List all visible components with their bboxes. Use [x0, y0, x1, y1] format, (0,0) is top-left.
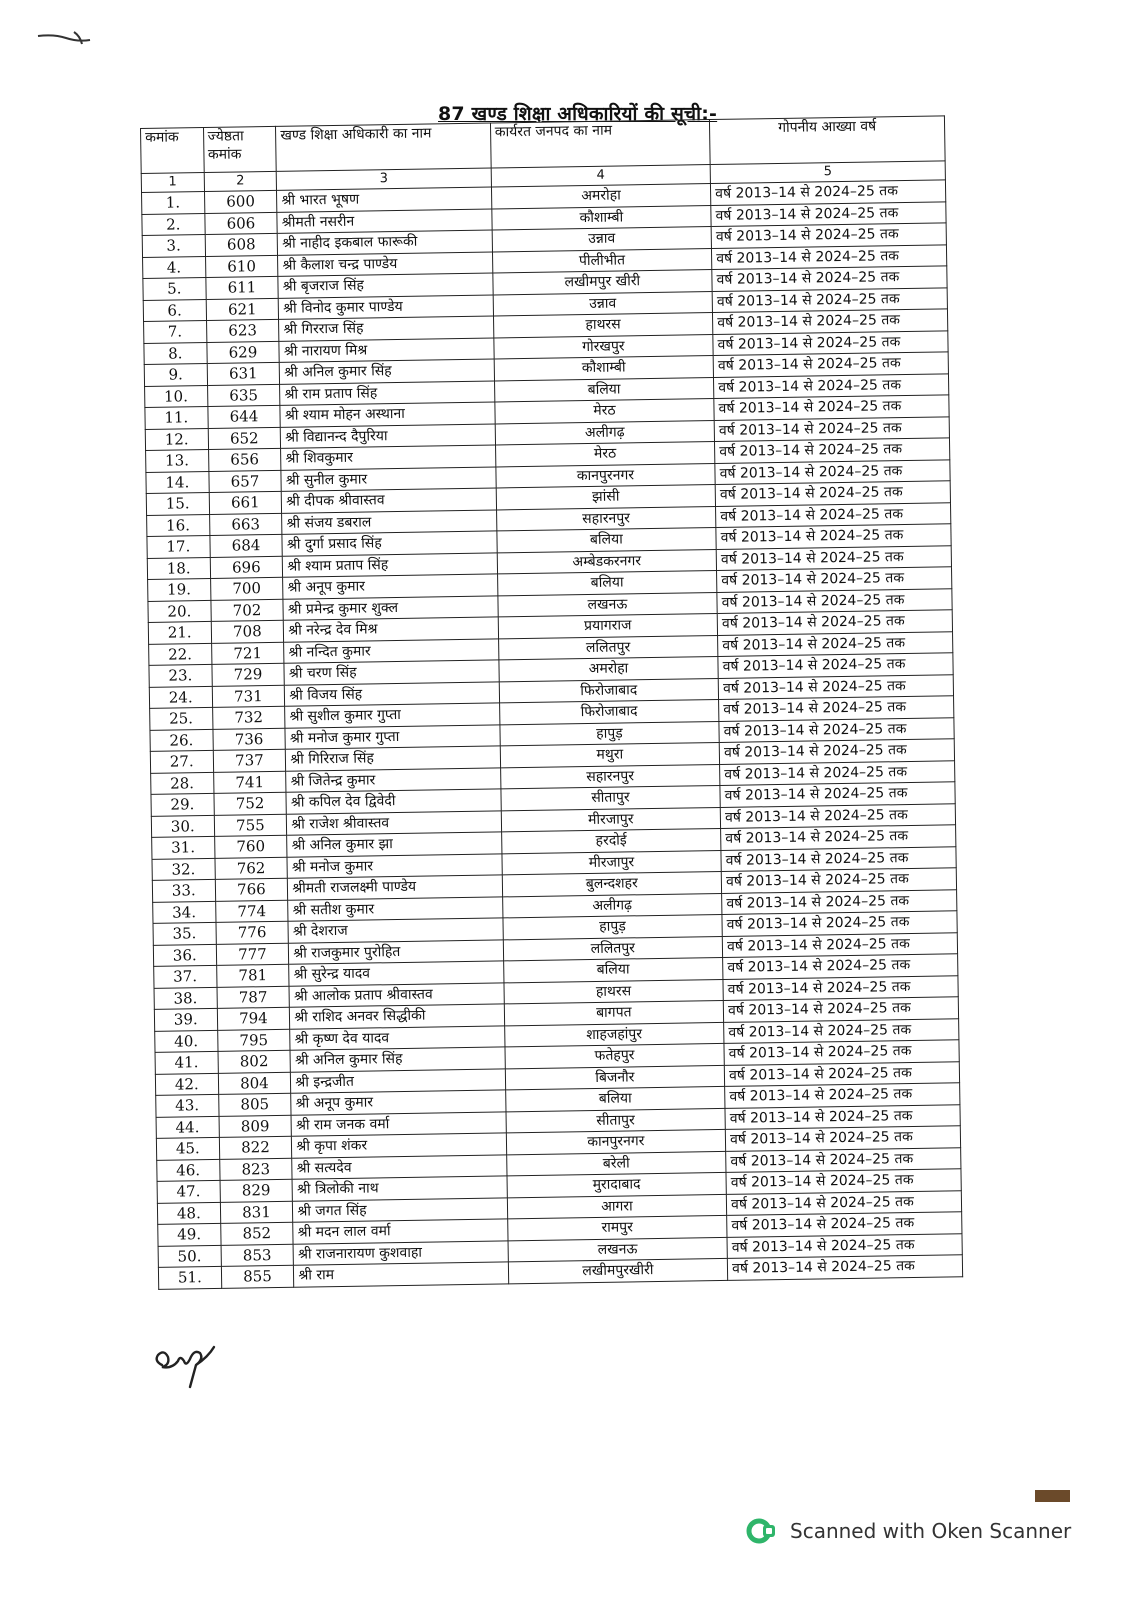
- scanner-watermark-text: Scanned with Oken Scanner: [790, 1519, 1072, 1543]
- district-cell: हाथरस: [504, 979, 724, 1004]
- seniority-cell: 708: [211, 620, 284, 643]
- serial-cell: 46.: [157, 1159, 220, 1181]
- seniority-cell: 652: [208, 427, 281, 450]
- officer-name-cell: श्री त्रिलोकी नाथ: [292, 1176, 507, 1201]
- serial-cell: 34.: [153, 901, 216, 923]
- serial-cell: 5.: [143, 277, 206, 299]
- officer-name-cell: श्री दीपक श्रीवास्तव: [282, 488, 497, 513]
- district-cell: सहारनपुर: [496, 506, 716, 531]
- column-number: 2: [204, 171, 277, 191]
- years-cell: वर्ष 2013–14 से 2024–25 तक: [719, 696, 954, 721]
- seniority-cell: 805: [218, 1093, 291, 1116]
- serial-cell: 47.: [157, 1180, 220, 1202]
- seniority-cell: 611: [205, 276, 278, 299]
- officer-name-cell: श्रीमती नसरीन: [277, 208, 492, 233]
- officer-name-cell: श्री अनिल कुमार सिंह: [280, 359, 495, 384]
- seniority-cell: 781: [216, 964, 289, 987]
- district-cell: रामपुर: [507, 1215, 727, 1240]
- district-cell: कौशाम्बी: [491, 205, 711, 230]
- district-cell: लखनऊ: [508, 1237, 728, 1262]
- seniority-cell: 795: [217, 1029, 290, 1052]
- officer-name-cell: श्री सुरेन्द्र यादव: [289, 961, 504, 986]
- years-cell: वर्ष 2013–14 से 2024–25 तक: [727, 1255, 962, 1280]
- years-cell: वर्ष 2013–14 से 2024–25 तक: [717, 588, 952, 613]
- years-cell: वर्ष 2013–14 से 2024–25 तक: [714, 416, 949, 441]
- serial-cell: 19.: [148, 578, 211, 600]
- serial-cell: 25.: [150, 707, 213, 729]
- seniority-cell: 729: [211, 663, 284, 686]
- district-cell: अम्बेडकरनगर: [497, 549, 717, 574]
- seniority-cell: 823: [219, 1158, 292, 1181]
- district-cell: बुलन्दशहर: [502, 871, 722, 896]
- officer-name-cell: श्री जितेन्द्र कुमार: [286, 767, 501, 792]
- district-cell: हाथरस: [493, 313, 713, 338]
- district-cell: फतेहपुर: [505, 1043, 725, 1068]
- officer-name-cell: श्री नन्दित कुमार: [284, 638, 499, 663]
- district-cell: लखीमपुर खीरी: [492, 270, 712, 295]
- years-cell: वर्ष 2013–14 से 2024–25 तक: [722, 932, 957, 957]
- serial-cell: 27.: [150, 750, 213, 772]
- district-cell: अमरोहा: [491, 184, 711, 209]
- seniority-cell: 635: [207, 384, 280, 407]
- serial-cell: 36.: [153, 944, 216, 966]
- serial-cell: 8.: [144, 342, 207, 364]
- serial-cell: 11.: [145, 406, 208, 428]
- seniority-cell: 606: [204, 212, 277, 235]
- officer-name-cell: श्री शिवकुमार: [281, 445, 496, 470]
- column-number: 5: [710, 161, 945, 184]
- district-cell: गोरखपुर: [494, 334, 714, 359]
- seniority-cell: 755: [214, 814, 287, 837]
- serial-cell: 40.: [155, 1030, 218, 1052]
- years-cell: वर्ष 2013–14 से 2024–25 तक: [716, 524, 951, 549]
- seniority-cell: 721: [211, 642, 284, 665]
- district-cell: मथुरा: [500, 742, 720, 767]
- seniority-cell: 829: [220, 1179, 293, 1202]
- officer-name-cell: श्री नरेन्द्र देव मिश्र: [284, 617, 499, 642]
- serial-cell: 6.: [143, 299, 206, 321]
- officer-name-cell: श्री जगत सिंह: [293, 1197, 508, 1222]
- serial-cell: 10.: [145, 385, 208, 407]
- seniority-cell: 774: [215, 900, 288, 923]
- serial-cell: 44.: [156, 1116, 219, 1138]
- header-seniority: [203, 126, 276, 172]
- serial-cell: 30.: [151, 815, 214, 837]
- years-cell: वर्ष 2013–14 से 2024–25 तक: [712, 287, 947, 312]
- handwritten-signature-icon: [150, 1335, 225, 1390]
- seniority-cell: 853: [221, 1244, 294, 1267]
- years-cell: वर्ष 2013–14 से 2024–25 तक: [726, 1190, 961, 1215]
- header-name: खण्ड शिक्षा अधिकारी का नाम: [276, 123, 491, 171]
- officer-name-cell: श्री राजेश श्रीवास्तव: [287, 810, 502, 835]
- district-cell: कानपुरनगर: [496, 463, 716, 488]
- years-cell: वर्ष 2013–14 से 2024–25 तक: [727, 1212, 962, 1237]
- serial-cell: 20.: [148, 600, 211, 622]
- officer-name-cell: श्री राम जनक वर्मा: [291, 1111, 506, 1136]
- seniority-cell: 661: [209, 491, 282, 514]
- officer-name-cell: श्री कपिल देव द्विवेदी: [286, 789, 501, 814]
- district-cell: प्रयागराज: [498, 613, 718, 638]
- officer-name-cell: श्रीमती राजलक्ष्मी पाण्डेय: [288, 875, 503, 900]
- officer-name-cell: श्री देशराज: [288, 918, 503, 943]
- serial-cell: 35.: [153, 922, 216, 944]
- years-cell: वर्ष 2013–14 से 2024–25 तक: [715, 459, 950, 484]
- years-cell: वर्ष 2013–14 से 2024–25 तक: [714, 395, 949, 420]
- district-cell: हापुड़: [500, 721, 720, 746]
- seniority-cell: 752: [214, 792, 287, 815]
- scan-artifact: [1035, 1490, 1070, 1502]
- years-cell: वर्ष 2013–14 से 2024–25 तक: [723, 997, 958, 1022]
- years-cell: वर्ष 2013–14 से 2024–25 तक: [721, 868, 956, 893]
- years-cell: वर्ष 2013–14 से 2024–25 तक: [724, 1061, 959, 1086]
- officer-name-cell: श्री श्याम मोहन अस्थाना: [280, 402, 495, 427]
- officer-name-cell: श्री नाहीद इकबाल फारूकी: [278, 230, 493, 255]
- district-cell: उन्नाव: [492, 227, 712, 252]
- district-cell: कौशाम्बी: [494, 356, 714, 381]
- years-cell: वर्ष 2013–14 से 2024–25 तक: [718, 653, 953, 678]
- district-cell: हरदोई: [501, 828, 721, 853]
- years-cell: वर्ष 2013–14 से 2024–25 तक: [715, 438, 950, 463]
- officer-name-cell: श्री दुर्गा प्रसाद सिंह: [282, 531, 497, 556]
- district-cell: अमरोहा: [499, 656, 719, 681]
- serial-cell: 50.: [158, 1245, 221, 1267]
- serial-cell: 41.: [155, 1051, 218, 1073]
- years-cell: वर्ष 2013–14 से 2024–25 तक: [712, 266, 947, 291]
- years-cell: वर्ष 2013–14 से 2024–25 तक: [724, 1018, 959, 1043]
- years-cell: वर्ष 2013–14 से 2024–25 तक: [718, 631, 953, 656]
- district-cell: फिरोजाबाद: [499, 678, 719, 703]
- officer-name-cell: श्री श्याम प्रताप सिंह: [283, 552, 498, 577]
- pen-mark-icon: [34, 30, 94, 48]
- officer-name-cell: श्री अनिल कुमार सिंह: [290, 1047, 505, 1072]
- officer-name-cell: श्री राशिद अनवर सिद्धीकी: [290, 1004, 505, 1029]
- seniority-cell: 794: [217, 1007, 290, 1030]
- seniority-cell: 731: [212, 685, 285, 708]
- header-years: गोपनीय आख्या वर्ष: [710, 116, 946, 165]
- seniority-cell: 644: [207, 405, 280, 428]
- seniority-cell: 760: [214, 835, 287, 858]
- serial-cell: 42.: [155, 1073, 218, 1095]
- years-cell: वर्ष 2013–14 से 2024–25 तक: [711, 223, 946, 248]
- years-cell: वर्ष 2013–14 से 2024–25 तक: [719, 717, 954, 742]
- officers-table: [140, 115, 963, 1289]
- officer-name-cell: श्री इन्द्रजीत: [291, 1068, 506, 1093]
- serial-cell: 14.: [146, 471, 209, 493]
- officer-name-cell: श्री राम: [294, 1262, 509, 1287]
- years-cell: वर्ष 2013–14 से 2024–25 तक: [717, 610, 952, 635]
- district-cell: लखीमपुरखीरी: [508, 1258, 728, 1283]
- seniority-cell: 762: [215, 857, 288, 880]
- years-cell: वर्ष 2013–14 से 2024–25 तक: [713, 309, 948, 334]
- years-cell: वर्ष 2013–14 से 2024–25 तक: [712, 244, 947, 269]
- district-cell: सीतापुर: [501, 785, 721, 810]
- seniority-cell: 631: [207, 362, 280, 385]
- years-cell: वर्ष 2013–14 से 2024–25 तक: [718, 674, 953, 699]
- years-cell: वर्ष 2013–14 से 2024–25 तक: [714, 373, 949, 398]
- oken-scanner-logo-icon: [746, 1516, 780, 1546]
- officer-name-cell: श्री सत्यदेव: [292, 1154, 507, 1179]
- district-cell: सीतापुर: [506, 1108, 726, 1133]
- seniority-cell: 684: [209, 534, 282, 557]
- officer-name-cell: श्री सुनील कुमार: [281, 466, 496, 491]
- header-seniority-label: ज्येष्ठता कमांक: [207, 128, 244, 163]
- serial-cell: 17.: [147, 535, 210, 557]
- district-cell: ललितपुर: [498, 635, 718, 660]
- district-cell: अलीगढ़: [502, 893, 722, 918]
- years-cell: वर्ष 2013–14 से 2024–25 तक: [719, 739, 954, 764]
- serial-cell: 15.: [146, 492, 209, 514]
- seniority-cell: 732: [212, 706, 285, 729]
- serial-cell: 51.: [158, 1266, 221, 1288]
- serial-cell: 48.: [157, 1202, 220, 1224]
- serial-cell: 22.: [149, 643, 212, 665]
- officer-name-cell: श्री विद्यानन्द दैपुरिया: [281, 423, 496, 448]
- header-serial: कमांक: [141, 128, 204, 174]
- officer-name-cell: श्री गिरिराज सिंह: [286, 746, 501, 771]
- serial-cell: 2.: [142, 213, 205, 235]
- serial-cell: 26.: [150, 729, 213, 751]
- seniority-cell: 777: [216, 943, 289, 966]
- seniority-cell: 736: [212, 728, 285, 751]
- page-title: 87 खण्ड शिक्षा अधिकारियों की सूची:-: [438, 103, 718, 125]
- district-cell: बिजनौर: [505, 1065, 725, 1090]
- officer-name-cell: श्री कैलाश चन्द्र पाण्डेय: [278, 251, 493, 276]
- years-cell: वर्ष 2013–14 से 2024–25 तक: [722, 889, 957, 914]
- years-cell: वर्ष 2013–14 से 2024–25 तक: [721, 825, 956, 850]
- seniority-cell: 776: [216, 921, 289, 944]
- officer-name-cell: श्री संजय डबराल: [282, 509, 497, 534]
- serial-cell: 33.: [152, 879, 215, 901]
- district-cell: बलिया: [505, 1086, 725, 1111]
- serial-cell: 23.: [149, 664, 212, 686]
- seniority-cell: 657: [208, 470, 281, 493]
- serial-cell: 28.: [151, 772, 214, 794]
- district-cell: अलीगढ़: [495, 420, 715, 445]
- seniority-cell: 855: [221, 1265, 294, 1288]
- district-cell: मेरठ: [495, 399, 715, 424]
- seniority-cell: 610: [205, 255, 278, 278]
- seniority-cell: 809: [219, 1115, 292, 1138]
- seniority-cell: 663: [209, 513, 282, 536]
- seniority-cell: 600: [204, 190, 277, 213]
- serial-cell: 37.: [154, 965, 217, 987]
- years-cell: वर्ष 2013–14 से 2024–25 तक: [720, 760, 955, 785]
- years-cell: वर्ष 2013–14 से 2024–25 तक: [713, 352, 948, 377]
- officer-name-cell: श्री विनोद कुमार पाण्डेय: [279, 294, 494, 319]
- serial-cell: 49.: [158, 1223, 221, 1245]
- officer-name-cell: श्री कृपा शंकर: [292, 1133, 507, 1158]
- officer-name-cell: श्री बृजराज सिंह: [278, 273, 493, 298]
- years-cell: वर्ष 2013–14 से 2024–25 तक: [723, 975, 958, 1000]
- seniority-cell: 737: [213, 749, 286, 772]
- district-cell: मीरजापुर: [501, 807, 721, 832]
- seniority-cell: 804: [218, 1072, 291, 1095]
- years-cell: वर्ष 2013–14 से 2024–25 तक: [717, 567, 952, 592]
- years-cell: वर्ष 2013–14 से 2024–25 तक: [716, 502, 951, 527]
- seniority-cell: 852: [220, 1222, 293, 1245]
- years-cell: वर्ष 2013–14 से 2024–25 तक: [726, 1147, 961, 1172]
- serial-cell: 13.: [146, 449, 209, 471]
- years-cell: वर्ष 2013–14 से 2024–25 तक: [720, 782, 955, 807]
- seniority-cell: 741: [213, 771, 286, 794]
- seniority-cell: 802: [218, 1050, 291, 1073]
- officer-name-cell: श्री सुशील कुमार गुप्ता: [285, 703, 500, 728]
- column-number: 4: [491, 165, 711, 187]
- serial-cell: 1.: [142, 192, 205, 214]
- district-cell: उन्नाव: [493, 291, 713, 316]
- district-cell: शाहजहांपुर: [504, 1022, 724, 1047]
- officer-name-cell: श्री अनूप कुमार: [283, 574, 498, 599]
- header-district: कार्यरत जनपद का नाम: [490, 120, 710, 168]
- officer-name-cell: श्री कृष्ण देव यादव: [290, 1025, 505, 1050]
- table-header: [141, 116, 946, 193]
- district-cell: बलिया: [494, 377, 714, 402]
- district-cell: बलिया: [497, 528, 717, 553]
- officer-name-cell: श्री आलोक प्रताप श्रीवास्तव: [289, 982, 504, 1007]
- officer-name-cell: श्री प्रमेन्द्र कुमार शुक्ल: [283, 595, 498, 620]
- district-cell: मीरजापुर: [502, 850, 722, 875]
- officer-name-cell: श्री विजय सिंह: [285, 681, 500, 706]
- serial-cell: 45.: [156, 1137, 219, 1159]
- district-cell: पीलीभीत: [492, 248, 712, 273]
- years-cell: वर्ष 2013–14 से 2024–25 तक: [715, 481, 950, 506]
- years-cell: वर्ष 2013–14 से 2024–25 तक: [726, 1169, 961, 1194]
- serial-cell: 39.: [154, 1008, 217, 1030]
- officer-name-cell: श्री अनूप कुमार: [291, 1090, 506, 1115]
- officer-name-cell: श्री राम प्रताप सिंह: [280, 380, 495, 405]
- years-cell: वर्ष 2013–14 से 2024–25 तक: [720, 803, 955, 828]
- serial-cell: 12.: [145, 428, 208, 450]
- district-cell: लखनऊ: [498, 592, 718, 617]
- serial-cell: 4.: [143, 256, 206, 278]
- years-cell: वर्ष 2013–14 से 2024–25 तक: [711, 180, 946, 205]
- serial-cell: 21.: [148, 621, 211, 643]
- serial-cell: 24.: [149, 686, 212, 708]
- scanner-watermark: [746, 1516, 1071, 1546]
- serial-cell: 29.: [151, 793, 214, 815]
- serial-cell: 9.: [144, 363, 207, 385]
- years-cell: वर्ष 2013–14 से 2024–25 तक: [727, 1233, 962, 1258]
- serial-cell: 31.: [152, 836, 215, 858]
- seniority-cell: 822: [219, 1136, 292, 1159]
- years-cell: वर्ष 2013–14 से 2024–25 तक: [722, 911, 957, 936]
- district-cell: मेरठ: [495, 442, 715, 467]
- serial-cell: 38.: [154, 987, 217, 1009]
- years-cell: वर्ष 2013–14 से 2024–25 तक: [724, 1040, 959, 1065]
- serial-cell: 3.: [142, 234, 205, 256]
- officer-name-cell: श्री मनोज कुमार गुप्ता: [285, 724, 500, 749]
- officer-name-cell: श्री सतीश कुमार: [288, 896, 503, 921]
- officer-name-cell: श्री अनिल कुमार झा: [287, 832, 502, 857]
- seniority-cell: 608: [205, 233, 278, 256]
- serial-cell: 16.: [147, 514, 210, 536]
- district-cell: बलिया: [503, 957, 723, 982]
- district-cell: मुरादाबाद: [507, 1172, 727, 1197]
- seniority-cell: 700: [210, 577, 283, 600]
- seniority-cell: 766: [215, 878, 288, 901]
- district-cell: आगरा: [507, 1194, 727, 1219]
- serial-cell: 43.: [156, 1094, 219, 1116]
- seniority-cell: 623: [206, 319, 279, 342]
- district-cell: फिरोजाबाद: [499, 699, 719, 724]
- column-number: 3: [277, 168, 492, 190]
- serial-cell: 7.: [144, 320, 207, 342]
- district-cell: बागपत: [504, 1000, 724, 1025]
- district-cell: ललितपुर: [503, 936, 723, 961]
- table-body: [142, 180, 963, 1289]
- officer-name-cell: श्री राजनारायण कुशवाहा: [293, 1240, 508, 1265]
- officer-name-cell: श्री मनोज कुमार: [287, 853, 502, 878]
- district-cell: सहारनपुर: [500, 764, 720, 789]
- years-cell: वर्ष 2013–14 से 2024–25 तक: [721, 846, 956, 871]
- officer-name-cell: श्री गिरराज सिंह: [279, 316, 494, 341]
- seniority-cell: 787: [217, 986, 290, 1009]
- seniority-cell: 831: [220, 1201, 293, 1224]
- years-cell: वर्ष 2013–14 से 2024–25 तक: [723, 954, 958, 979]
- years-cell: वर्ष 2013–14 से 2024–25 तक: [713, 330, 948, 355]
- years-cell: वर्ष 2013–14 से 2024–25 तक: [711, 201, 946, 226]
- seniority-cell: 702: [210, 599, 283, 622]
- district-cell: बरेली: [506, 1151, 726, 1176]
- years-cell: वर्ष 2013–14 से 2024–25 तक: [716, 545, 951, 570]
- seniority-cell: 629: [206, 341, 279, 364]
- officer-name-cell: श्री नारायण मिश्र: [279, 337, 494, 362]
- district-cell: बलिया: [497, 570, 717, 595]
- officer-name-cell: श्री चरण सिंह: [284, 660, 499, 685]
- seniority-cell: 696: [210, 556, 283, 579]
- years-cell: वर्ष 2013–14 से 2024–25 तक: [725, 1126, 960, 1151]
- seniority-cell: 621: [206, 298, 279, 321]
- column-number: 1: [141, 173, 204, 193]
- district-cell: कानपुरनगर: [506, 1129, 726, 1154]
- serial-cell: 18.: [147, 557, 210, 579]
- district-cell: हापुड़: [503, 914, 723, 939]
- seniority-cell: 656: [208, 448, 281, 471]
- years-cell: वर्ष 2013–14 से 2024–25 तक: [725, 1083, 960, 1108]
- officer-name-cell: श्री मदन लाल वर्मा: [293, 1219, 508, 1244]
- serial-cell: 32.: [152, 858, 215, 880]
- officer-name-cell: श्री भारत भूषण: [277, 187, 492, 212]
- district-cell: झांसी: [496, 485, 716, 510]
- officer-name-cell: श्री राजकुमार पुरोहित: [289, 939, 504, 964]
- years-cell: वर्ष 2013–14 से 2024–25 तक: [725, 1104, 960, 1129]
